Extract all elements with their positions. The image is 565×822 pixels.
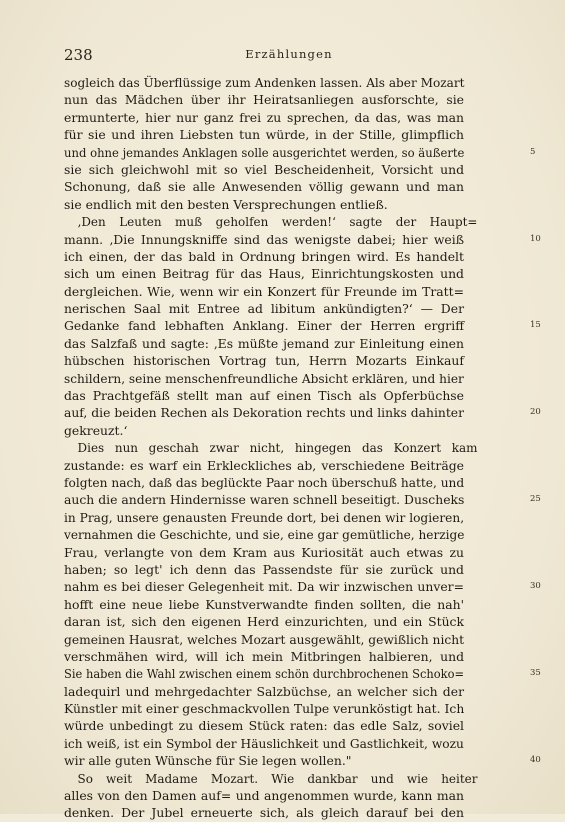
text-line xyxy=(64,404,541,421)
line-text: ich weiß, ist ein Symbol der Häuslichkeit und Gastlichkeit, wozu xyxy=(64,735,464,751)
line-text: und ohne jemandes Anklagen solle ausgerichtet werden, so äußerte xyxy=(64,144,465,160)
line-number: 15 xyxy=(530,320,541,331)
text-line xyxy=(64,700,516,717)
text-line xyxy=(64,631,516,648)
line-text: das Salzfaß und sagte: ‚Es müßte jemand zur Einleitung einen xyxy=(64,335,464,351)
text-line xyxy=(64,74,516,91)
text-line xyxy=(64,352,516,369)
line-number: 10 xyxy=(530,233,541,244)
line-text: Frau, verlangte von dem Kram aus Kuriosität auch etwas zu xyxy=(64,544,464,560)
text-line xyxy=(64,387,516,404)
text-line xyxy=(64,561,516,578)
text-line xyxy=(64,422,516,439)
line-text: alles von den Damen auf= und angenommen wurde, kann man xyxy=(64,788,464,804)
line-text: zustande: es warf ein Erkleckliches ab, verschiedene Beiträge xyxy=(64,457,464,473)
line-number: 40 xyxy=(530,755,541,766)
text-line xyxy=(64,770,516,787)
text-line xyxy=(64,457,516,474)
text-line xyxy=(64,439,516,456)
line-number: 35 xyxy=(530,668,541,679)
text-line xyxy=(64,126,516,143)
line-text: sie endlich mit den besten Versprechungen entließ. xyxy=(64,196,388,212)
line-text: das Prachtgefäß stellt man auf einen Tisch als Opferbüchse xyxy=(64,388,464,404)
text-line xyxy=(64,196,516,213)
text-line xyxy=(64,596,516,613)
line-number: 30 xyxy=(530,581,541,592)
text-line xyxy=(64,787,516,804)
text-line xyxy=(64,526,516,543)
line-text: ladequirl und mehrgedachter Salzbüchse, an welcher sich der xyxy=(64,683,464,699)
line-text: in Prag, unsere genausten Freunde dort, bei denen wir logieren, xyxy=(64,509,465,525)
line-text: Gedanke fand lebhaften Anklang. Einer der Herren ergriff xyxy=(64,318,464,334)
line-text: ermunterte, hier nur ganz frei zu sprechen, da das, was man xyxy=(64,109,464,125)
line-text: hübschen historischen Vortrag tun, Herrn Mozarts Einkauf xyxy=(64,353,464,369)
page-number: 238 xyxy=(64,46,93,64)
line-text: schildern, seine menschenfreundliche Absicht erklären, und hier xyxy=(64,370,464,386)
text-line xyxy=(64,300,516,317)
body-text xyxy=(64,74,541,822)
text-line xyxy=(64,752,541,769)
line-number: 20 xyxy=(530,407,541,418)
line-text: denken. Der Jubel erneuerte sich, als gleich darauf bei den xyxy=(64,805,464,821)
line-text: vernahmen die Geschichte, und sie, eine gar gemütliche, herzige xyxy=(64,527,465,543)
text-line xyxy=(64,509,516,526)
line-text: auf, die beiden Rechen als Dekoration rechts und links dahinter xyxy=(64,405,464,421)
line-text: sie sich gleichwohl mit so viel Bescheidenheit, Vorsicht und xyxy=(64,161,464,177)
line-text: gekreuzt.‘ xyxy=(64,422,128,438)
text-line xyxy=(64,109,516,126)
text-line xyxy=(64,265,516,282)
text-line xyxy=(64,578,541,595)
text-line xyxy=(64,335,516,352)
text-line xyxy=(64,91,516,108)
text-line xyxy=(64,491,541,508)
page-header xyxy=(64,46,514,66)
line-text: auch die andern Hindernisse waren schnell beseitigt. Duscheks xyxy=(64,492,465,508)
line-number: 5 xyxy=(530,146,536,157)
line-text: sich um einen Beitrag für das Haus, Einrichtungskosten und xyxy=(64,266,464,282)
text-line xyxy=(64,648,516,665)
line-text: nahm es bei dieser Gelegenheit mit. Da wir inzwischen unver= xyxy=(64,579,464,595)
text-line xyxy=(64,144,536,161)
line-text: nerischen Saal mit Entree ad libitum ankündigten?‘ — Der xyxy=(64,301,464,317)
text-line xyxy=(64,213,516,230)
line-text: Schonung, daß sie alle Anwesenden völlig gewann und man xyxy=(64,179,464,195)
line-text: daran ist, sich den eigenen Herd einzurichten, und ein Stück xyxy=(64,614,464,630)
line-text: folgten nach, daß das beglückte Paar noch überschuß hatte, und xyxy=(64,474,465,490)
text-line xyxy=(64,735,516,752)
line-text: mann. ‚Die Innungskniffe sind das wenigste dabei; hier weiß xyxy=(64,231,464,247)
line-text: sogleich das Überflüssige zum Andenken lassen. Als aber Mozart xyxy=(64,75,465,90)
line-text: für sie und ihren Liebsten tun würde, in der Stille, glimpflich xyxy=(64,127,464,143)
text-line xyxy=(64,544,516,561)
text-line xyxy=(64,317,541,334)
line-text: gemeinen Hausrat, welches Mozart ausgewählt, gewißlich nicht xyxy=(64,631,465,647)
text-line xyxy=(64,613,516,630)
text-line xyxy=(64,370,516,387)
text-line xyxy=(64,683,516,700)
text-line xyxy=(64,248,516,265)
text-line xyxy=(64,474,516,491)
text-line xyxy=(64,717,516,734)
text-line xyxy=(64,665,541,682)
line-text: Künstler mit einer geschmackvollen Tulpe verunköstigt hat. Ich xyxy=(64,701,465,717)
text-line xyxy=(64,161,516,178)
line-text: hofft eine neue liebe Kunstverwandte finden sollten, die nah' xyxy=(64,596,464,612)
line-text: haben; so legt' ich denn das Passendste für sie zurück und xyxy=(64,561,464,577)
line-text: verschmähen wird, will ich mein Mitbringen halbieren, und xyxy=(64,648,464,664)
text-line xyxy=(64,231,541,248)
line-text: würde unbedingt zu diesem Stück raten: das edle Salz, soviel xyxy=(64,718,464,734)
line-text: So weit Madame Mozart. Wie dankbar und wie heiter xyxy=(77,770,478,786)
text-line xyxy=(64,804,516,821)
line-text: Dies nun geschah zwar nicht, hingegen das Konzert kam xyxy=(77,440,478,456)
line-number: 25 xyxy=(530,494,541,505)
line-text: ‚Den Leuten muß geholfen werden!‘ sagte der Haupt= xyxy=(77,214,478,230)
line-text: dergleichen. Wie, wenn wir ein Konzert für Freunde im Tratt= xyxy=(64,283,464,299)
text-line xyxy=(64,178,516,195)
line-text: wir alle guten Wünsche für Sie legen wollen." xyxy=(64,753,352,769)
text-line xyxy=(64,283,516,300)
line-text: Sie haben die Wahl zwischen einem schön durchbrochenen Schoko= xyxy=(64,666,465,682)
line-text: ich einen, der das bald in Ordnung bringen wird. Es handelt xyxy=(64,248,464,264)
line-text: nun das Mädchen über ihr Heiratsanliegen ausforschte, sie xyxy=(64,92,464,108)
running-head: Erzählungen xyxy=(245,47,333,61)
